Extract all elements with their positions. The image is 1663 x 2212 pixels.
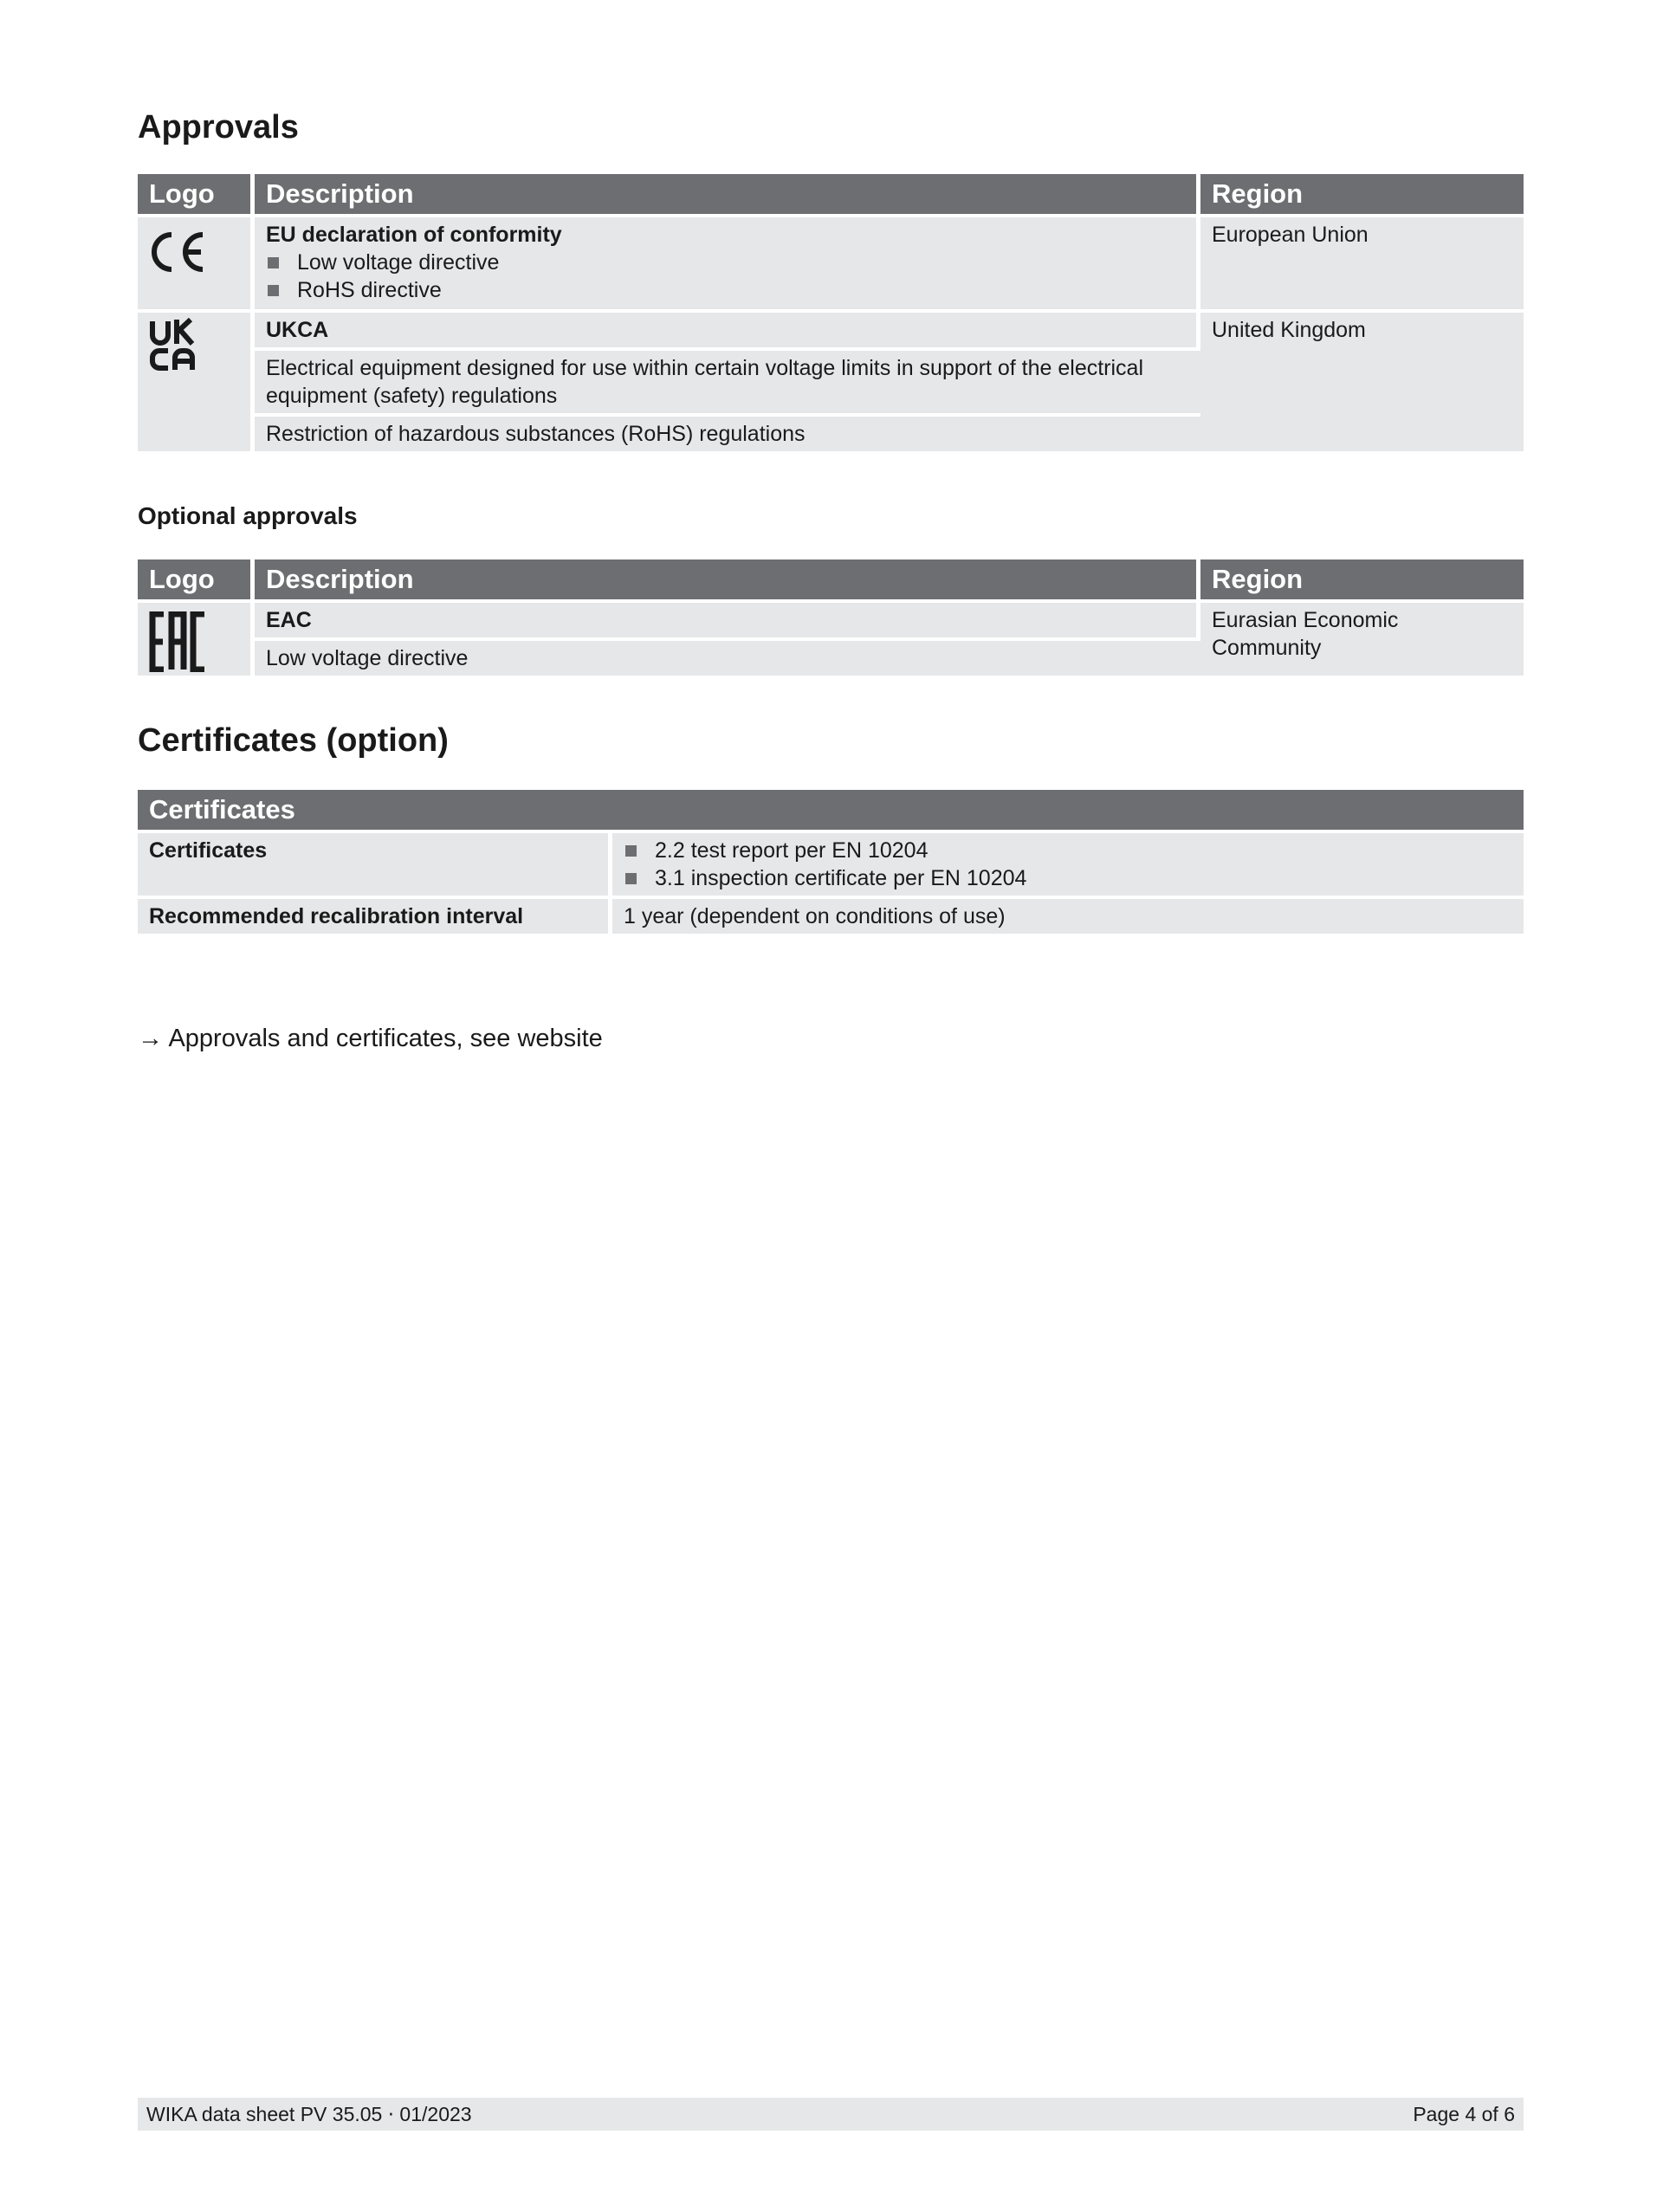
list-item: 3.1 inspection certificate per EN 10204 xyxy=(624,864,1512,892)
table-row xyxy=(138,217,1524,313)
certificates-table xyxy=(138,790,1524,937)
eac-mark-icon xyxy=(149,611,208,672)
optional-header-row xyxy=(138,559,1524,603)
footer-page-number: Page 4 of 6 xyxy=(1413,2103,1515,2125)
ukca-title: UKCA xyxy=(266,318,329,342)
ce-bullet-list xyxy=(266,249,1185,304)
region-cell: Eurasian Economic Community xyxy=(1200,603,1524,679)
col-header-description: Description xyxy=(255,559,1200,603)
description-cell: Electrical equipment designed for use within certain voltage limits in support of the electrical equipment (safety) regulations xyxy=(255,351,1200,417)
value-cell: 1 year (dependent on conditions of use) xyxy=(612,899,1524,937)
description-cell xyxy=(255,313,1200,351)
description-cell: Low voltage directive xyxy=(255,641,1200,679)
list-item: 2.2 test report per EN 10204 xyxy=(624,837,1512,864)
certificates-header-row xyxy=(138,790,1524,833)
description-cell xyxy=(255,603,1200,641)
logo-cell xyxy=(138,313,255,455)
website-reference-note: → Approvals and certificates, see website xyxy=(138,1025,603,1052)
certificates-heading: Certificates (option) xyxy=(138,722,449,759)
region-cell: United Kingdom xyxy=(1200,313,1524,455)
ce-mark-icon xyxy=(149,230,210,275)
table-row xyxy=(138,313,1524,351)
region-cell: European Union xyxy=(1200,217,1524,313)
label-cell: Certificates xyxy=(138,833,612,899)
certificates-bullet-list xyxy=(624,837,1512,892)
ce-title: EU declaration of conformity xyxy=(266,223,562,247)
approvals-table xyxy=(138,174,1524,455)
optional-approvals-heading: Optional approvals xyxy=(138,502,358,529)
table-row xyxy=(138,899,1524,937)
list-item: Low voltage directive xyxy=(266,249,1185,276)
table-row xyxy=(138,833,1524,899)
label-cell: Recommended recalibration interval xyxy=(138,899,612,937)
list-item: RoHS directive xyxy=(266,276,1185,304)
col-header-logo: Logo xyxy=(138,174,255,217)
col-header-region: Region xyxy=(1200,559,1524,603)
footer-datasheet-ref: WIKA data sheet PV 35.05 ⋅ 01/2023 xyxy=(146,2103,472,2125)
table-row xyxy=(138,603,1524,641)
description-cell: Restriction of hazardous substances (RoHS) regulations xyxy=(255,417,1200,455)
optional-approvals-table xyxy=(138,559,1524,679)
approvals-header-row xyxy=(138,174,1524,217)
eac-title: EAC xyxy=(266,608,312,632)
ukca-mark-icon xyxy=(149,318,201,372)
value-cell xyxy=(612,833,1524,899)
col-header-region: Region xyxy=(1200,174,1524,217)
certificates-table-header: Certificates xyxy=(138,790,1524,833)
col-header-description: Description xyxy=(255,174,1200,217)
page-footer xyxy=(138,2098,1524,2131)
description-cell xyxy=(255,217,1200,313)
logo-cell xyxy=(138,217,255,313)
logo-cell xyxy=(138,603,255,679)
col-header-logo: Logo xyxy=(138,559,255,603)
approvals-heading: Approvals xyxy=(138,109,299,146)
